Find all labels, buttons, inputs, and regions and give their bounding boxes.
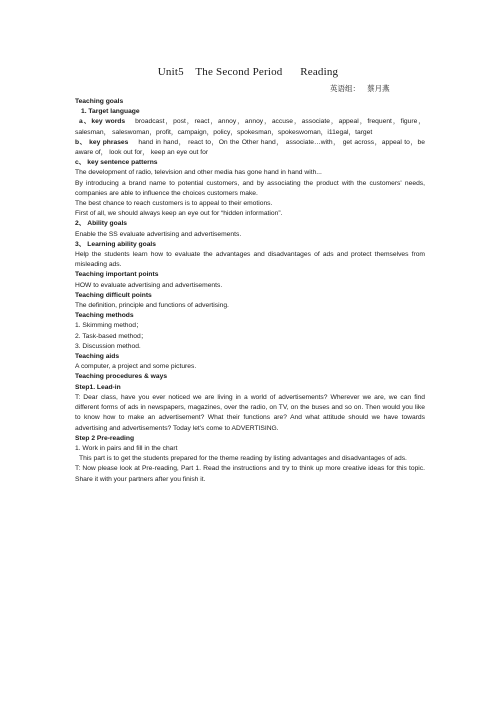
step2-item-1: 1. Work in pairs and fill in the chart — [75, 444, 178, 452]
key-phrases-label: b、 key phrases — [75, 138, 129, 146]
method-item: 3. Discussion method. — [75, 342, 141, 350]
sentence-4: First of all, we should always keep an eye out for “hidden information”. — [75, 210, 283, 218]
learning-ability-heading: 3、 Learning ability goals — [75, 240, 157, 248]
sentence-3: The best chance to reach customers is to appeal to their emotions. — [75, 200, 273, 208]
step1-text: T: Dear class, have you ever noticed we are living in a world of advertisements? Wherever we are, we can find different forms of ads in newspapers, magazines, over the radio, on TV, on the buses and so on. Then would you like to know how to make an advertisement? What their functions are? And what attitude should we have towards advertising and advertisements? Today let's come to ADVERTISING. — [75, 393, 425, 432]
key-phrases-text: hand in hand， react to，On the Other hand， associate…with， get across，appeal to，be aware of， look out for， keep an eye out for — [75, 138, 425, 157]
section-heading-teaching-goals: Teaching goals — [75, 98, 124, 105]
subheading-target-language: 1. Target language — [81, 108, 140, 116]
learning-ability-text: Help the students learn how to evaluate the advantages and disadvantages of ads and protect themselves from misleading ads. — [75, 251, 425, 269]
key-words-text: broadcast，post，react，annoy，annoy，accuse，associate，appeal，frequent，figure，salesman， saleswoman，profit，campaign，policy，spokesman，spokeswoman，i11egal，target — [75, 118, 425, 136]
difficult-points-heading: Teaching difficult points — [75, 291, 152, 299]
ability-goals-heading: 2、 Ability goals — [75, 220, 128, 228]
sentence-1: The development of radio, television and other media has gone hand in hand with... — [75, 169, 322, 177]
key-words-label: a、key words — [79, 118, 126, 126]
important-points-text: HOW to evaluate advertising and advertisements. — [75, 281, 223, 289]
important-points-heading: Teaching important points — [75, 271, 159, 279]
method-item: 2. Task-based method； — [75, 332, 148, 340]
step1-heading: Step1. Lead-in — [75, 383, 121, 391]
sentence-2: By introducing a brand name to potential customers, and by associating the product with the customers' needs, companies are able to influence the choices customers make. — [75, 179, 425, 197]
method-item: 1. Skimming method； — [75, 322, 143, 330]
lesson-plan-body — [75, 97, 425, 485]
author-line: 英语组： 蔡月燕 — [330, 84, 390, 93]
procedures-heading: Teaching procedures & ways — [75, 373, 168, 381]
key-words-paragraph — [75, 117, 425, 137]
key-phrases-paragraph — [75, 138, 425, 158]
difficult-points-text: The definition, principle and functions of advertising. — [75, 302, 229, 310]
ability-goals-text: Enable the SS evaluate advertising and advertisements. — [75, 230, 242, 238]
step2-heading: Step 2 Pre-reading — [75, 434, 135, 442]
aids-heading: Teaching aids — [75, 353, 120, 361]
document-title: Unit5 The Second Period Reading — [157, 66, 339, 78]
step2-item-1-text: This part is to get the students prepared for the theme reading by listing advantages and disadvantages of ads. — [79, 455, 407, 463]
step2-teacher-text: T: Now please look at Pre-reading, Part 1. Read the instructions and try to think up more creative ideas for this topic. Share it with your partners after you finish it. — [75, 465, 425, 483]
methods-heading: Teaching methods — [75, 312, 134, 320]
aids-text: A computer, a project and some pictures. — [75, 363, 197, 371]
key-sentences-label: c、 key sentence patterns — [75, 159, 158, 167]
